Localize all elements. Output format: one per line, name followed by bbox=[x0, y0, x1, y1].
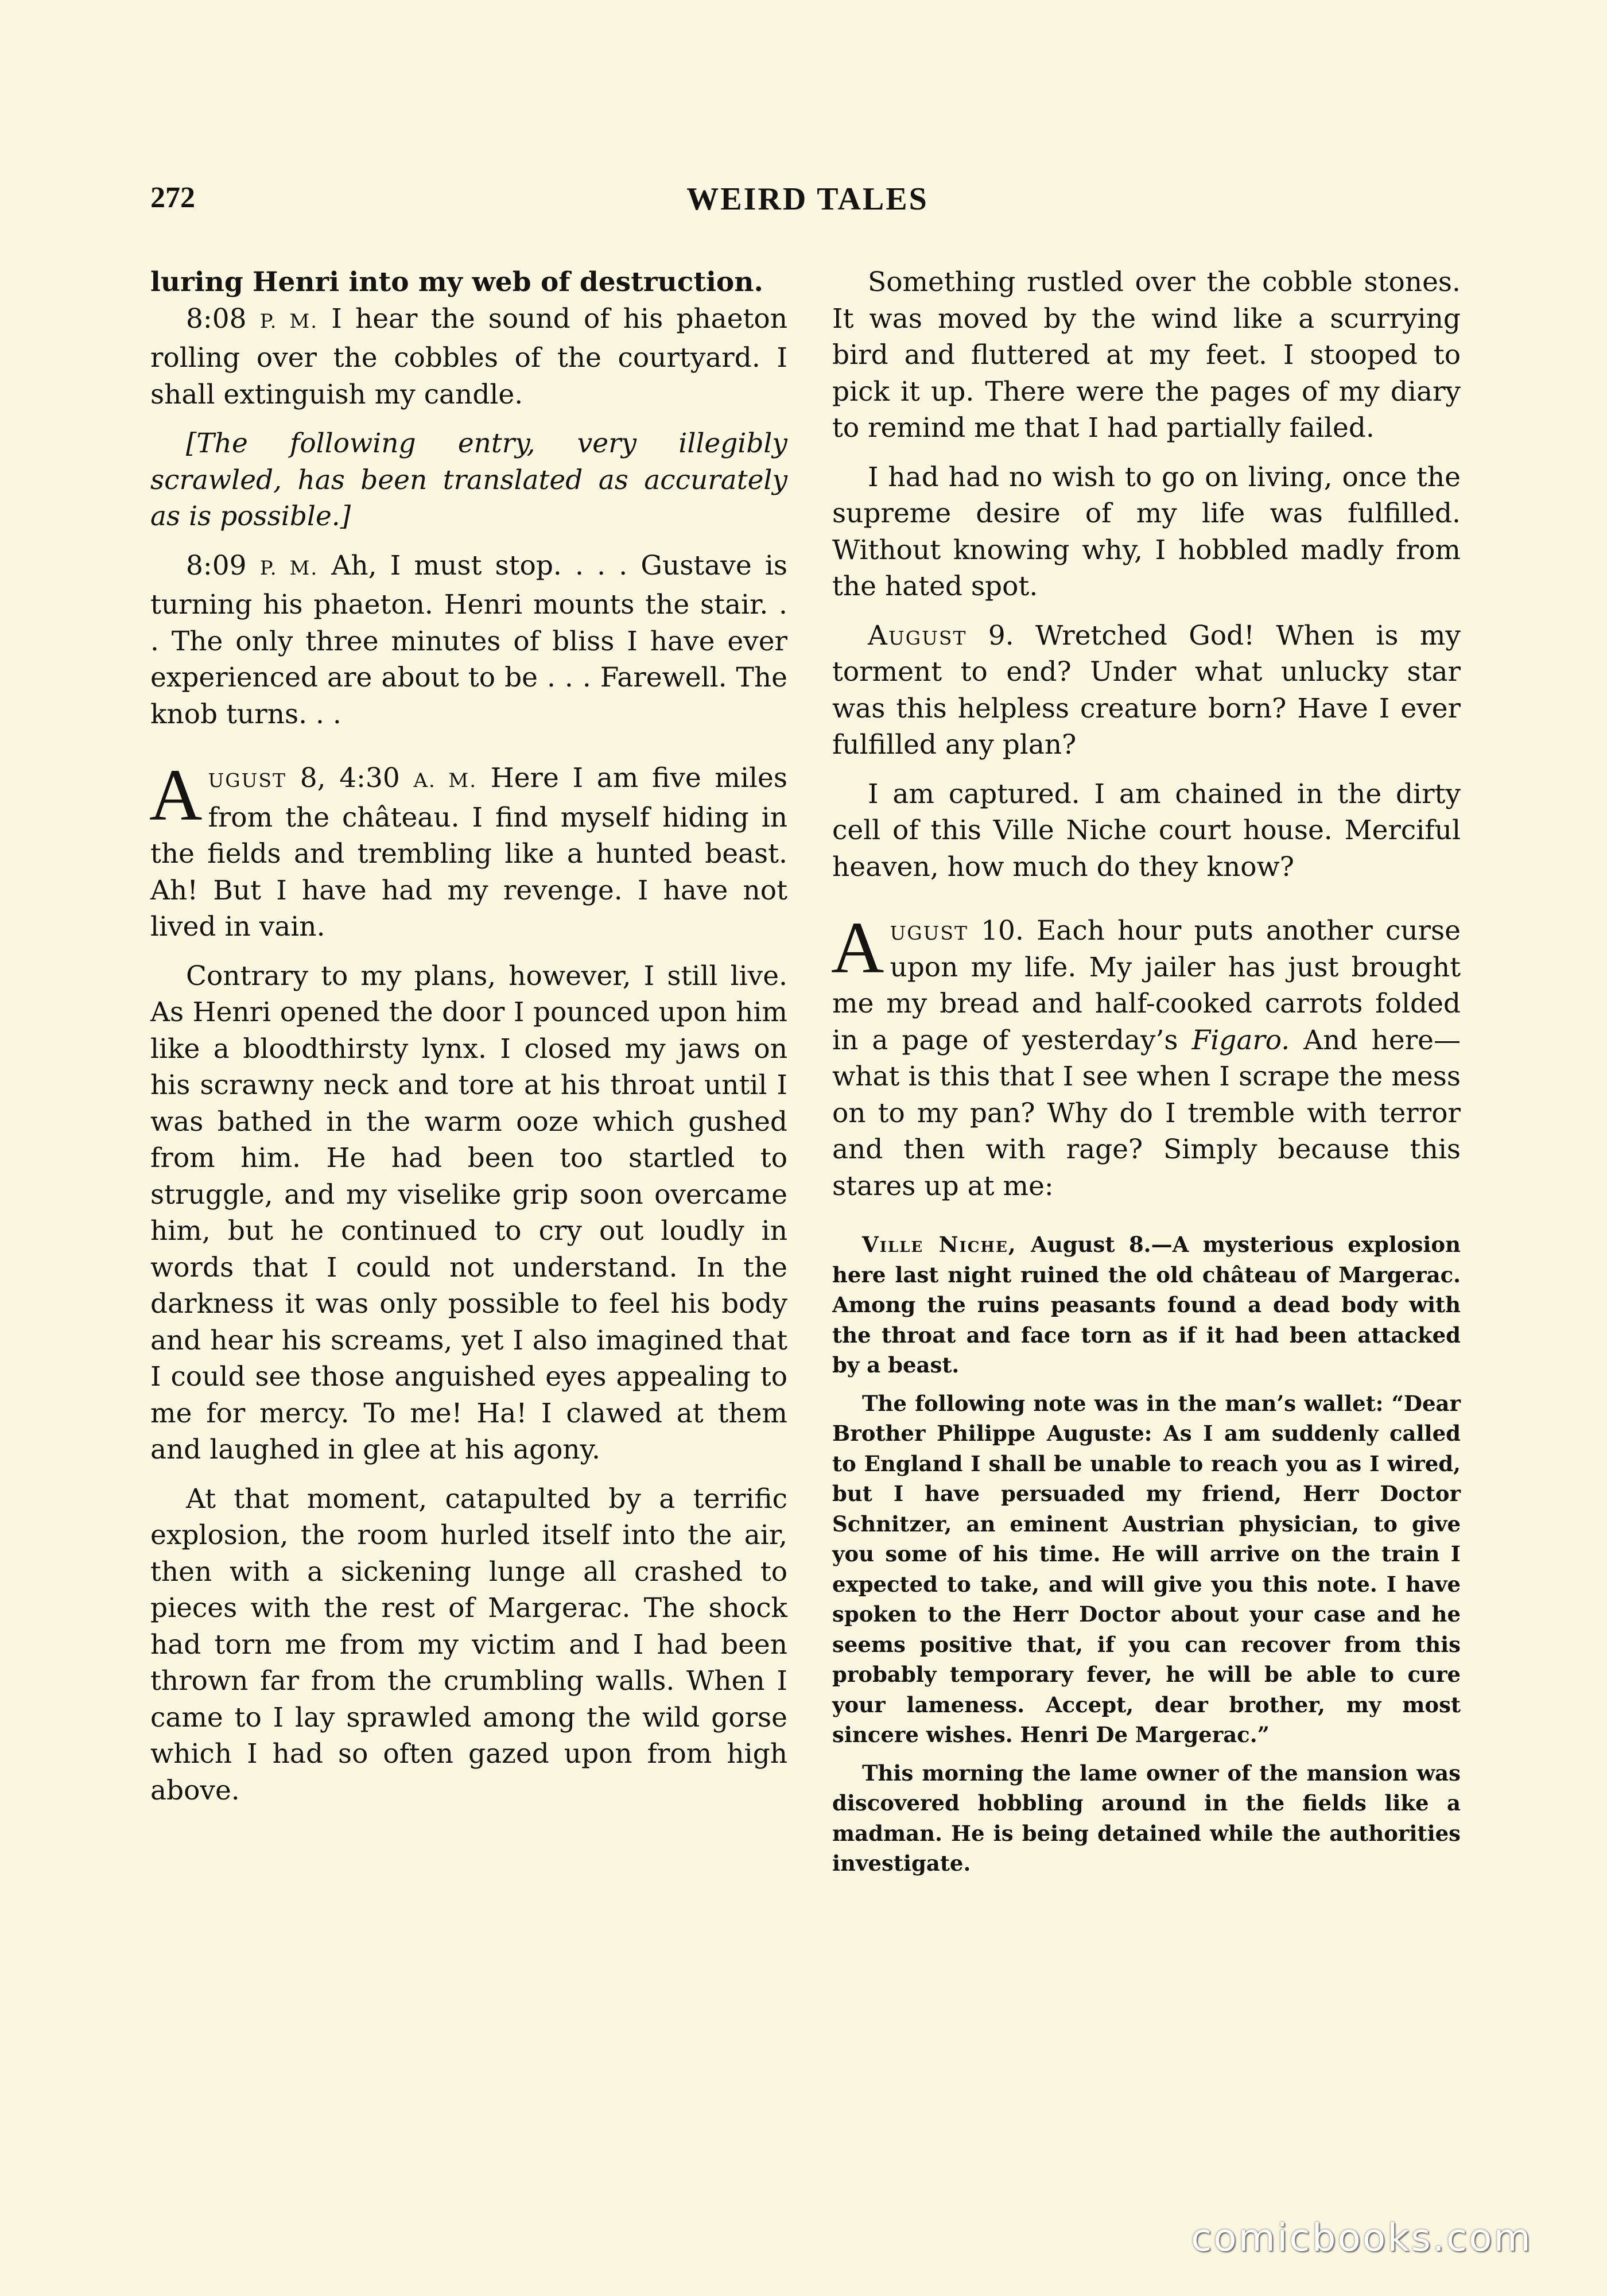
right-column bbox=[832, 264, 1461, 1879]
entry-pm: P. M. bbox=[259, 309, 319, 333]
newspaper-title: Figaro. bbox=[1191, 1024, 1290, 1056]
entry-text: Ah, I must stop. . . . Gustave is turning his phaeton. Henri mounts the stair. . . The only three minutes of bliss I have ever experienced are about to be . . . Farewell. The knob turns. . . bbox=[150, 549, 787, 730]
clipping-paragraph: The following note was in the man’s wallet: “Dear Brother Philippe Auguste: As I am suddenly called to England I shall be unable to reach you as I wired, but I have persuaded my friend, Herr Doctor Schnitzer, an eminent Austrian physician, to give you some of his time. He will arrive on the train I expected to take, and will give you this note. I have spoken to the Herr Doctor about your case and he seems positive that, if you can recover from this probably temporary fever, he will be able to cure your lameness. Accept, dear brother, my most sincere wishes. Henri De Margerac.” bbox=[832, 1390, 1461, 1747]
entry-pm: P. M. bbox=[259, 556, 319, 580]
diary-entry-809 bbox=[150, 548, 787, 733]
drop-cap: A bbox=[149, 754, 203, 836]
watermark: comicbooks.com bbox=[1191, 2216, 1532, 2260]
diary-entry-august-9 bbox=[832, 618, 1461, 763]
paragraph: Something rustled over the cobble stones. It was moved by the wind like a scurrying bird and fluttered at my feet. I stooped to pick it up. There were the pages of my diary to remind me that I had partially failed. bbox=[832, 266, 1461, 444]
page-header bbox=[150, 181, 1465, 227]
paragraph: Contrary to my plans, however, I still live. As Henri opened the door I pounced upon him like a bloodthirsty lynx. I closed my jaws on his scrawny neck and tore at his throat until I was bathed in the warm ooze which gushed from him. He had been too startled to struggle, and my viselike grip soon overcame him, but he continued to cry out loudly in words that I could not understand. In the darkness it was only possible to feel his body and hear his screams, yet I also imagined that I could see those anguished eyes appealing to me for mercy. To me! Ha! I clawed at them and laughed in glee at his agony. bbox=[150, 960, 787, 1465]
left-column bbox=[150, 264, 787, 1809]
entry-time: 8:08 bbox=[186, 302, 247, 335]
entry-month: ugust bbox=[890, 915, 969, 947]
newspaper-clipping bbox=[832, 1230, 1461, 1879]
entry-time: 8:09 bbox=[186, 549, 247, 581]
clipping-paragraph bbox=[832, 1230, 1461, 1380]
entry-text: Here I am five miles from the château. I find myself hiding in the fields and trembling like a hunted beast. Ah! But I have had my revenge. I have not lived in vain. bbox=[150, 762, 787, 943]
diary-entry-august-10 bbox=[831, 907, 1461, 1204]
diary-entry-808 bbox=[150, 301, 787, 413]
clipping-paragraph: This morning the lame owner of the mansion was discovered hobbling around in the fields like a madman. He is being detained while the authorities investigate. bbox=[832, 1760, 1461, 1876]
clipping-dateline: Ville Niche, bbox=[862, 1232, 1017, 1257]
entry-text-tail: And here—what is this that I see when I scrape the mess on to my pan? Why do I tremble with terror and then with rage? Simply because this stares up at me: bbox=[832, 1024, 1461, 1202]
entry-date: 9. bbox=[988, 619, 1014, 651]
paragraph: I am captured. I am chained in the dirty cell of this Ville Niche court house. Merciful heaven, how much do they know? bbox=[832, 778, 1461, 883]
editor-note: [The following entry, very illegibly scrawled, has been translated as accurately as is possible.] bbox=[150, 428, 787, 532]
drop-cap: A bbox=[831, 907, 884, 988]
entry-month: August bbox=[868, 619, 967, 651]
entry-date: 8, 4:30 bbox=[300, 762, 400, 794]
entry-text: I hear the sound of his phaeton rolling over the cobbles of the courtyard. I shall extinguish my candle. bbox=[150, 302, 787, 410]
entry-am: A. M. bbox=[413, 769, 478, 792]
page-number: 272 bbox=[150, 181, 195, 214]
running-title: WEIRD TALES bbox=[686, 181, 929, 217]
paragraph: At that moment, catapulted by a terrific explosion, the room hurled itself into the air, then with a sickening lunge all crashed to pieces with the rest of Margerac. The shock had torn me from my victim and I had been thrown far from the crumbling walls. When I came to I lay sprawled among the wild gorse which I had so often gazed upon from high above. bbox=[150, 1483, 787, 1806]
diary-entry-august-8 bbox=[149, 754, 787, 945]
clipping-text: August 8.—A mysterious explosion here last night ruined the old château of Margerac. Among the ruins peasants found a dead body with the throat and face torn as if it had been attacked by a beast. bbox=[832, 1232, 1461, 1378]
entry-month: ugust bbox=[208, 762, 287, 794]
entry-text: 10. Each hour puts another curse upon my life. My jailer has just brought me my bread and half-cooked carrots folded in a page of yesterday’s bbox=[832, 915, 1461, 1056]
paragraph: I had had no wish to go on living, once the supreme desire of my life was fulfilled. Without knowing why, I hobbled madly from the hated spot. bbox=[832, 461, 1461, 602]
entry-text: Wretched God! When is my torment to end? Under what unlucky star was this helpless creature born? Have I ever fulfilled any plan? bbox=[832, 619, 1461, 761]
paragraph-continuation: luring Henri into my web of destruction. bbox=[150, 266, 763, 298]
